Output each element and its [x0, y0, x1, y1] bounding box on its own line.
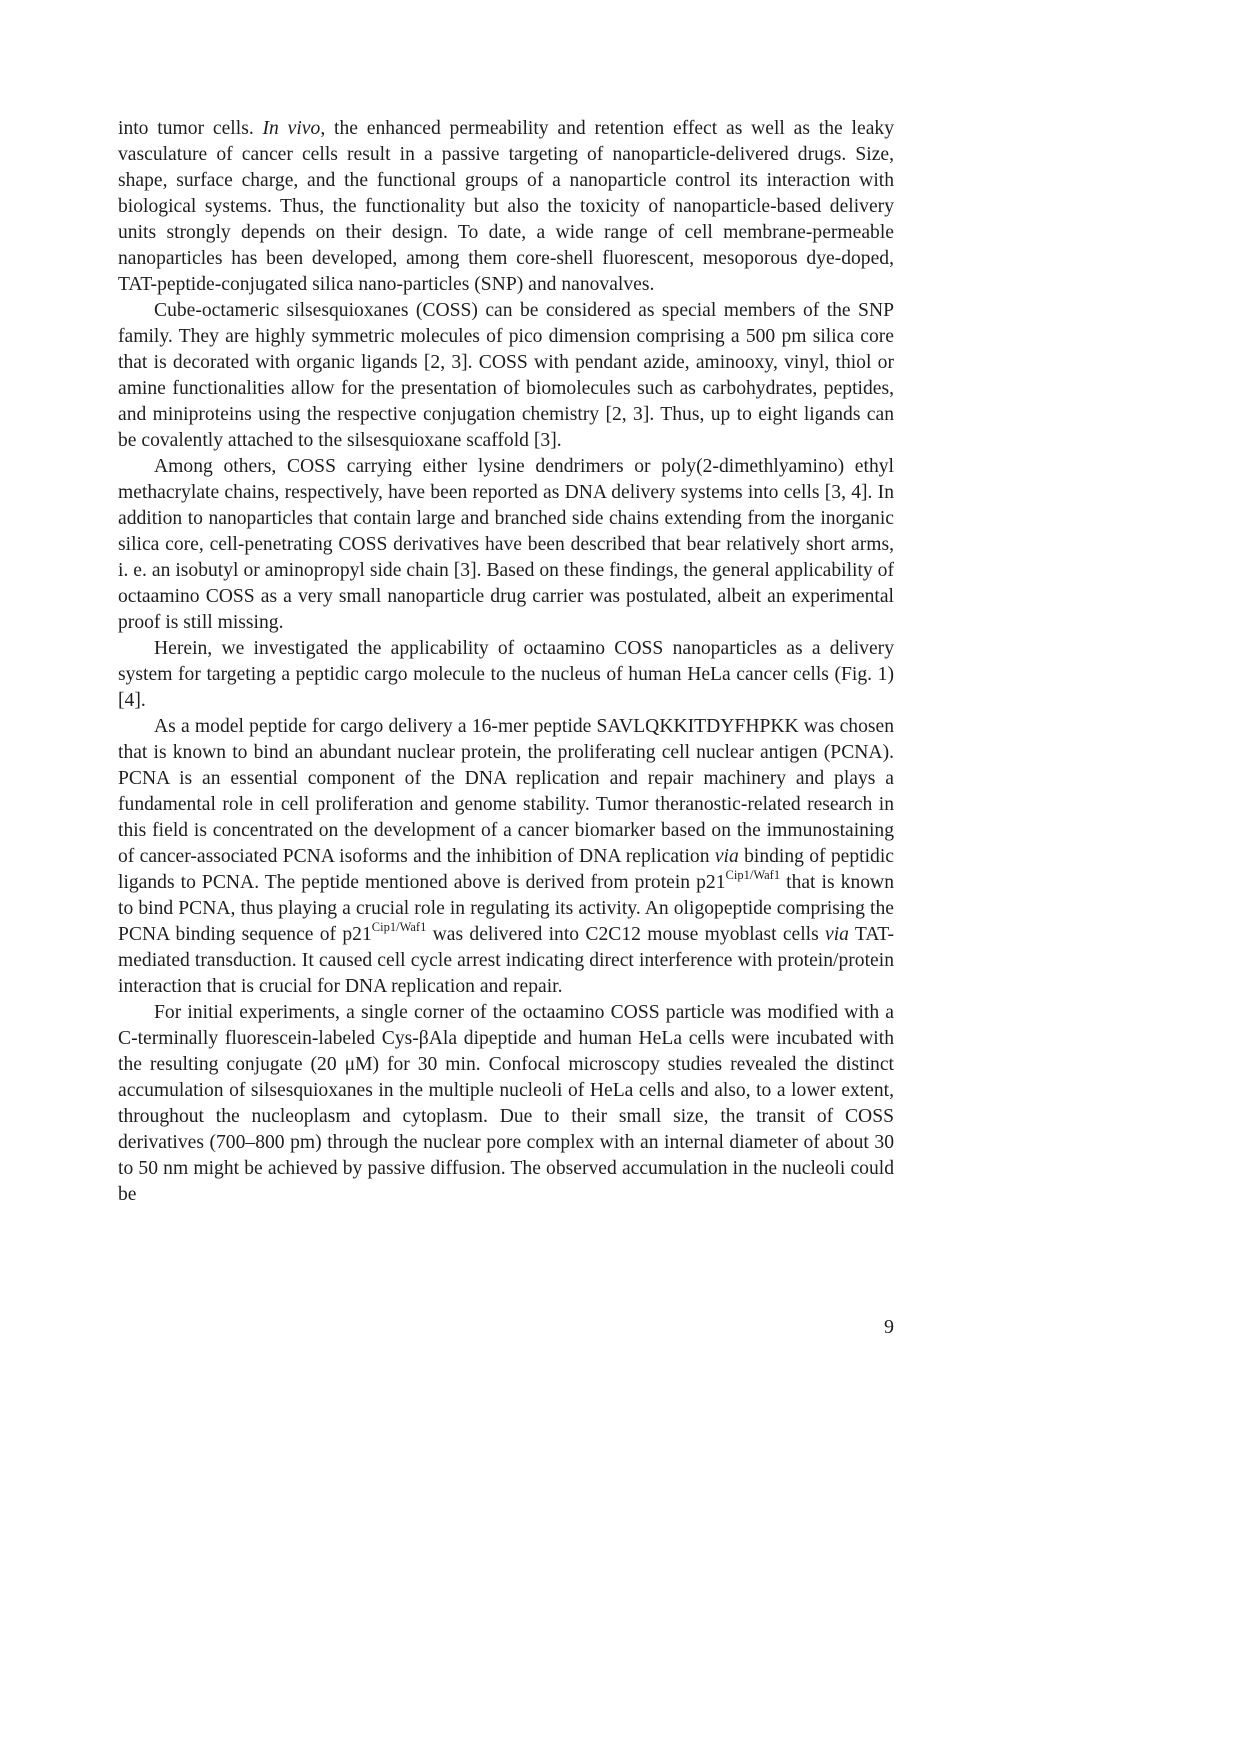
paragraph-3 — [118, 454, 894, 636]
paragraph-5 — [118, 714, 894, 1000]
paragraph-6 — [118, 1000, 894, 1208]
italic-term: In vivo — [262, 118, 321, 139]
text-run: For initial experiments, a single corner of the octaamino COSS particle was modified with a C-terminally fluorescein-labeled Cys-βAla dipeptide and human HeLa cells were incubated with the resulting conjugate (20 μM) for 30 min. Confocal microscopy studies revealed the distinct accumulation of silsesquioxanes in the multiple nucleoli of HeLa cells and also, to a lower extent, throughout the nucleoplasm and cytoplasm. Due to their small size, the transit of COSS derivatives (700–800 pm) through the nuclear pore complex with an internal diameter of about 30 to 50 nm might be achieved by passive diffusion. The observed accumulation in the nucleoli could be — [118, 1002, 894, 1205]
text-run: As a model peptide for cargo delivery a 16-mer peptide SAVLQKKITDYFHPKK was chosen that is known to bind an abundant nuclear protein, the proliferating cell nuclear antigen (PCNA). PCNA is an essential component of the DNA replication and repair machinery and plays a fundamental role in cell proliferation and genome stability. Tumor theranostic-related research in this field is concentrated on the development of a cancer biomarker based on the immunostaining of cancer-associated PCNA isoforms and the inhibition of DNA replication — [118, 716, 894, 867]
text-run: TAT-mediated transduction. It caused cell cycle arrest indicating direct interference with protein/protein interaction that is crucial for DNA replication and repair. — [118, 924, 894, 997]
text-run: Herein, we investigated the applicability of octaamino COSS nanoparticles as a delivery system for targeting a peptidic cargo molecule to the nucleus of human HeLa cancer cells (Fig. 1) [4]. — [118, 638, 894, 711]
text-run: Cube-octameric silsesquioxanes (COSS) can be considered as special members of the SNP family. They are highly symmetric molecules of pico dimension comprising a 500 pm silica core that is decorated with organic ligands [2, 3]. COSS with pendant azide, aminooxy, vinyl, thiol or amine functionalities allow for the presentation of biomolecules such as carbohydrates, peptides, and miniproteins using the respective conjugation chemistry [2, 3]. Thus, up to eight ligands can be covalently attached to the silsesquioxane scaffold [3]. — [118, 300, 894, 451]
paragraph-4 — [118, 636, 894, 714]
text-run: was delivered into C2C12 mouse myoblast cells — [426, 924, 826, 945]
paragraph-1 — [118, 116, 894, 298]
superscript: Cip1/Waf1 — [371, 920, 427, 934]
italic-term: via — [825, 924, 849, 945]
text-run: , the enhanced permeability and retention effect as well as the leaky vasculature of cancer cells result in a passive targeting of nanoparticle-delivered drugs. Size, shape, surface charge, and the functional groups of a nanoparticle control its interaction with biological systems. Thus, the functionality but also the toxicity of nanoparticle-based delivery units strongly depends on their design. To date, a wide range of cell membrane-permeable nanoparticles has been developed, among them core-shell fluorescent, mesoporous dye-doped, TAT-peptide-conjugated silica nano-particles (SNP) and nanovalves. — [118, 118, 894, 295]
italic-term: via — [714, 846, 739, 867]
paragraph-2 — [118, 298, 894, 454]
text-run: Among others, COSS carrying either lysine dendrimers or poly(2-dimethlyamino) ethyl methacrylate chains, respectively, have been reported as DNA delivery systems into cells [3, 4]. In addition to nanoparticles that contain large and branched side chains extending from the inorganic silica core, cell-penetrating COSS derivatives have been described that bear relatively short arms, i. e. an isobutyl or aminopropyl side chain [3]. Based on these findings, the general applicability of octaamino COSS as a very small nanoparticle drug carrier was postulated, albeit an experimental proof is still missing. — [118, 456, 894, 633]
text-run: into tumor cells. — [118, 118, 263, 139]
text-run: binding of peptidic ligands to PCNA. The peptide mentioned above is derived from protein p21 — [118, 846, 894, 893]
superscript: Cip1/Waf1 — [725, 868, 781, 882]
text-run: that is known to bind PCNA, thus playing a crucial role in regulating its activity. An oligopeptide comprising the PCNA binding sequence of p21 — [118, 872, 894, 945]
page-number: 9 — [884, 1316, 894, 1338]
page-body — [118, 116, 894, 1208]
